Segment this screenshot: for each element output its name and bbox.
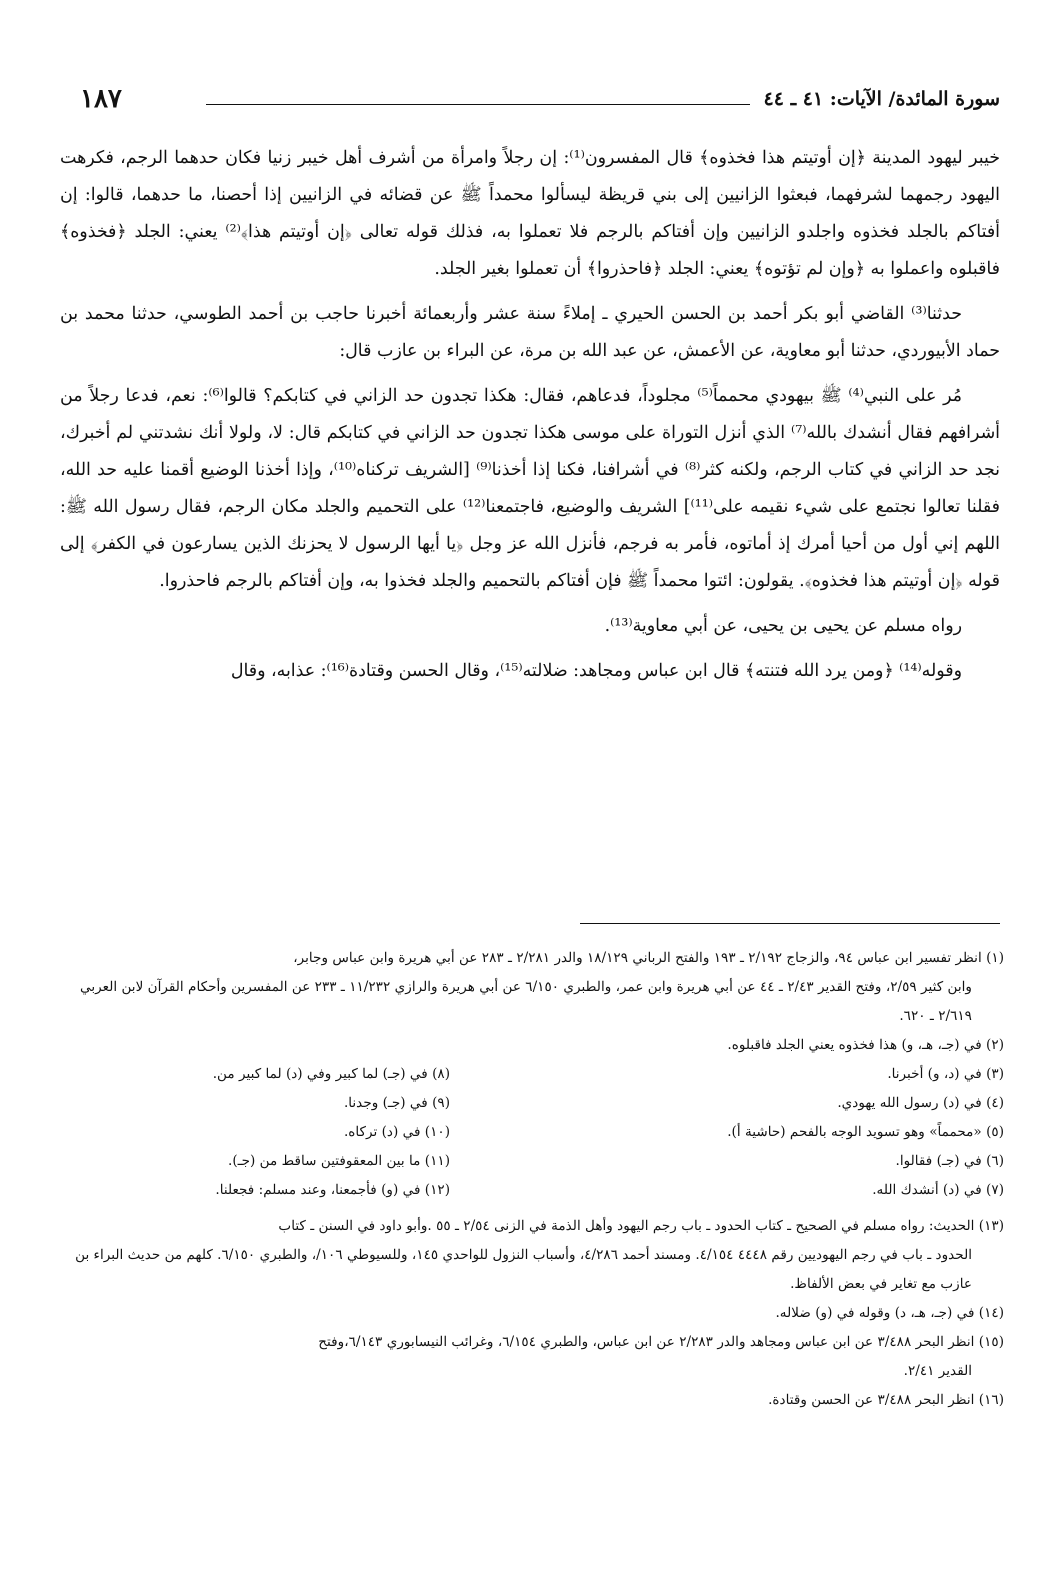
footnote-6: (٦) في (جـ) فقالوا. (895, 1153, 1004, 1169)
footnote-11: (١١) ما بين المعقوفتين ساقط من (جـ). (228, 1153, 450, 1169)
footnote-text: وابن كثير ٢/٥٩، وفتح القدير ٢/٤٣ ـ ٤٤ عن أبي هريرة وابن عمر، والطبري ٦/١٥٠ عن أبي هريرة والرازي ١١/٢٣٢ ـ ٢٣٣ عن المفسرين وأحكام القرآن لابن العربي ٢/٦١٩ ـ ٦٢٠. (80, 979, 972, 1024)
footnote-2: (٢) في (جـ، هـ، و) هذا فخذوه يعني الجلد فاقبلوه. (727, 1037, 1004, 1053)
footnote-15 (60, 1328, 1004, 1386)
paragraph: حدثنا⁽³⁾ القاضي أبو بكر أحمد بن الحسن الحيري ـ إملاءً سنة عشر وأربعمائة أخبرنا حاجب بن أحمد الطوسي، حدثنا محمد بن حماد الأبيوردي، حدثنا أبو معاوية، عن الأعمش، عن عبد الله بن مرة، عن البراء بن عازب قال: (60, 304, 1000, 361)
running-header (80, 84, 1000, 120)
paragraph: وقوله⁽¹⁴⁾ ﴿ومن يرد الله فتنته﴾ قال ابن عباس ومجاهد: ضلالته⁽¹⁵⁾، وقال الحسن وقتادة⁽¹⁶⁾: عذابه، وقال (230, 661, 962, 681)
footnote-5: (٥) «محمماً» وهو تسويد الوجه بالفحم (حاشية أ). (727, 1124, 1004, 1140)
footnotes (60, 944, 1004, 1415)
surah-title: سورة المائدة/ الآيات: ٤١ ـ ٤٤ (763, 88, 1000, 110)
footnote-8: (٨) في (جـ) لما كبير وفي (د) لما كبير من. (212, 1066, 450, 1082)
paragraph: رواه مسلم عن يحيى بن يحيى، عن أبي معاوية⁽¹³⁾. (604, 616, 962, 636)
footnote-1 (60, 944, 1004, 1031)
footnote-7: (٧) في (د) أنشدك الله. (872, 1182, 1004, 1198)
footnote-9: (٩) في (جـ) وجدنا. (343, 1095, 450, 1111)
footnote-text: (١٣) الحديث: رواه مسلم في الصحيح ـ كتاب الحدود ـ باب رجم اليهود وأهل الذمة في الزنى ٢/٥٤ ـ ٥٥ .وأبو داود في السنن ـ كتاب (278, 1218, 1004, 1234)
footnote-column-left (100, 1060, 450, 1205)
footnote-16: (١٦) انظر البحر ٣/٤٨٨ عن الحسن وقتادة. (768, 1392, 1004, 1408)
footnote-text: (١٥) انظر البحر ٣/٤٨٨ عن ابن عباس ومجاهد والدر ٢/٢٨٣ عن ابن عباس، والطبري ٦/١٥٤، وغرائب النيسابوري ٦/١٤٣،وفتح (318, 1334, 1004, 1350)
footnote-12: (١٢) في (و) فأجمعنا، وعند مسلم: فجعلنا. (215, 1182, 450, 1198)
paragraph: مُر على النبي⁽⁴⁾ ﷺ بيهودي محمماً⁽⁵⁾ مجلوداً، فدعاهم، فقال: هكذا تجدون حد الزاني في كتابكم؟ قالوا⁽⁶⁾: نعم، فدعا رجلاً من أشرافهم فقال أنشدك بالله⁽⁷⁾ الذي أنزل التوراة على موسى هكذا تجدون حد الزاني في كتابكم قال: لا، ولولا أنك نشدتني لم أخبرك، نجد حد الزاني في كتاب الرجم، ولكنه كثر⁽⁸⁾ في أشرافنا، فكنا إذا أخذنا⁽⁹⁾ [الشريف تركناه⁽¹⁰⁾، وإذا أخذنا الوضيع أقمنا عليه حد الله، فقلنا تعالوا نجتمع على شيء نقيمه على⁽¹¹⁾] الشريف والوضيع، فاجتمعنا⁽¹²⁾ على التحميم والجلد مكان الرجم، فقال رسول الله ﷺ: اللهم إني أول من أحيا أمرك إذ أماتوه، فأمر به فرجم، فأنزل الله عز وجل ﴿يا أيها الرسول لا يحزنك الذين يسارعون في الكفر﴾ إلى قوله ﴿إن أوتيتم هذا فخذوه﴾. يقولون: ائتوا محمداً ﷺ فإن أفتاكم بالتحميم والجلد فخذوا به، وإن أفتاكم بالرجم فاحذروا. (60, 386, 1001, 591)
footnote-14: (١٤) في (جـ، هـ، د) وقوله في (و) ضلاله. (775, 1305, 1004, 1321)
footnote-text: (١) انظر تفسير ابن عباس ٩٤، والزجاج ٢/١٩٢ ـ ١٩٣ والفتح الرباني ١٨/١٢٩ والدر ٢/٢٨١ ـ ٢٨٣ عن أبي هريرة وابن عباس وجابر، (293, 950, 1004, 966)
paragraph: خيبر ليهود المدينة ﴿إن أوتيتم هذا فخذوه﴾ قال المفسرون⁽¹⁾: إن رجلاً وامرأة من أشرف أهل خيبر زنيا فكان حدهما الرجم، فكرهت اليهود رجمهما لشرفهما، فبعثوا الزانيين إلى بني قريظة ليسألوا محمداً ﷺ عن قضائه في الزانيين إذا أحصنا، ما حدهما، قالوا: إن أفتاكم بالجلد فخذوه واجلدو الزانيين وإن أفتاكم بالرجم فلا تعملوا به، فذلك قوله تعالى ﴿إن أوتيتم هذا﴾⁽²⁾ يعني: الجلد ﴿فخذوه﴾ فاقبلوه واعملوا به ﴿وإن لم تؤتوه﴾ يعني: الجلد ﴿فاحذروا﴾ أن تعملوا بغير الجلد. (60, 148, 1000, 279)
footnote-13 (60, 1212, 1004, 1299)
footnote-4: (٤) في (د) رسول الله يهودي. (837, 1095, 1004, 1111)
footnote-3: (٣) في (د، و) أخبرنا. (887, 1066, 1004, 1082)
page-number: ١٨٧ (80, 84, 122, 114)
header-rule (206, 104, 750, 105)
footnote-text: القدير ٢/٤١. (903, 1363, 972, 1379)
footnote-columns (60, 1060, 1004, 1212)
main-text (60, 140, 1000, 698)
footnote-10: (١٠) في (د) تركاه. (343, 1124, 450, 1140)
footnote-column-right (444, 1060, 1004, 1205)
footnote-text: الحدود ـ باب في رجم اليهوديين رقم ٤٤٤٨ ٤/١٥٤. ومسند أحمد ٤/٢٨٦، وأسباب النزول للواحدي ١٤٥، وللسيوطي ١٠٦/، والطبري ٦/١٥٠. كلهم من حديث البراء بن عازب مع تغاير في بعض الألفاظ. (75, 1247, 972, 1292)
footnote-divider (580, 923, 1000, 924)
